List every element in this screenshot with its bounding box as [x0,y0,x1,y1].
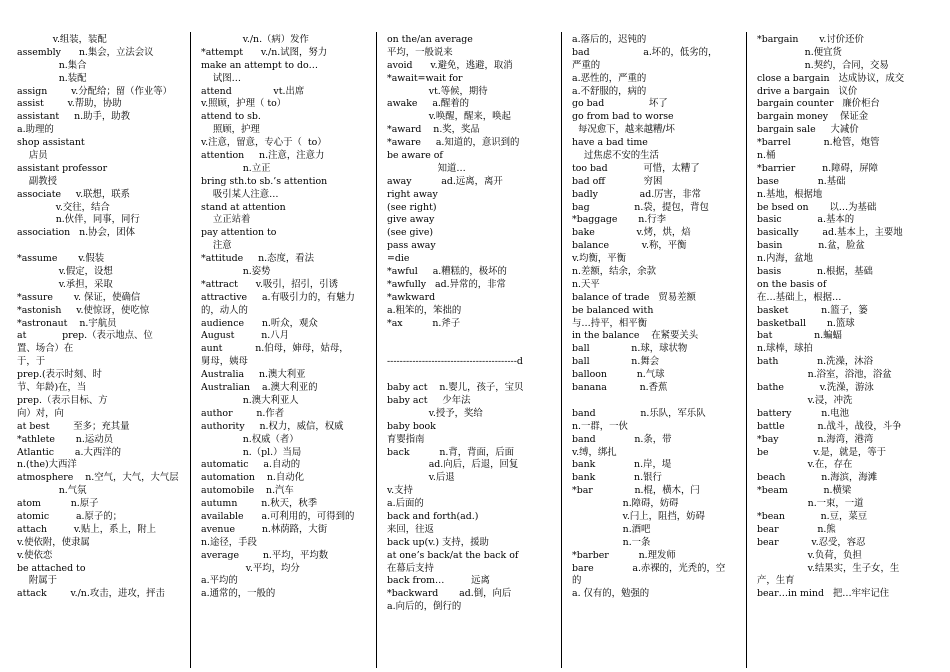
entry-line: 置、场合）在 [17,343,74,355]
entry-line: basketball n.篮球 [757,317,855,329]
entry-line: battle n.战斗，战役，斗争 [757,420,902,432]
entry-line: n.球棒，球拍 [757,343,813,355]
entry-line: n.一束，一道 [757,498,864,510]
entry-line: v.假定，设想 [17,266,113,278]
entry-line: bath n.洗澡，沐浴 [757,356,874,368]
entry-line: n.澳大利亚人 [201,394,299,406]
entry-line: *attempt v./n.试图，努力 [201,46,328,58]
entry-line: *bean n.豆，菜豆 [757,510,868,522]
entry-line: v./n.（病）发作 [201,34,309,45]
entry-line: n.权威（者） [201,433,299,445]
entry-line: 的 [572,575,582,587]
entry-line: *backward ad.倒，向后 [387,588,512,600]
entry-line: n.天平 [572,278,600,290]
entry-line: away ad.远离，离开 [387,175,503,187]
entry-line: n.便宜货 [757,46,842,58]
entry-line: 平均，一般说来 [387,46,453,58]
entry-line: a.不舒服的，病的 [572,85,647,97]
entry-line: battery n.电池 [757,407,850,419]
entry-line: bag n.袋，提包，背包 [572,201,709,213]
entry-line: atomic a.原子的； [17,510,123,522]
entry-line: v.闩上，阻挡，妨碍 [572,510,705,522]
entry-line: n.差额，结余，余款 [572,266,657,278]
entry-line: n.姿势 [201,266,271,278]
entry-line: too bad 可惜，太糟了 [572,162,700,174]
entry-line: back n.背，背面，后面 [387,446,514,458]
entry-line: 附属于 [17,575,58,587]
entry-line: assembly n.集会，立法会议 [17,46,154,58]
entry-line: right away [387,188,438,200]
entry-line: n.（pl.）当局 [201,446,302,458]
vocab-column-4 [572,34,749,664]
entry-line: 知道… [387,162,466,174]
entry-line: bear…in mind 把…牢牢记住 [757,588,890,600]
entry-line: n.基地，根据地 [757,188,823,200]
entry-line: 照顾，护理 [201,124,260,136]
entry-line: author n.作者 [201,407,285,419]
entry-line: v.授予，奖给 [387,407,483,419]
entry-line: -----------------------------------------d [387,356,523,368]
entry-line: a.向后的，倒行的 [387,601,462,613]
entry-line: *bar n.棍，横木，闩 [572,485,700,497]
entry-line: 副教授 [17,175,58,187]
entry-line: bargain sale 大减价 [757,124,859,136]
entry-line: on the/an average [387,34,473,45]
entry-line: be aware of [387,150,443,162]
entry-line: bear n.熊 [757,523,836,535]
entry-line: 注意 [201,240,232,252]
entry-line: *baggage n.行李 [572,214,667,226]
entry-line: automatic a.自动的 [201,459,301,471]
entry-line: back up(v.) 支持，援助 [387,536,489,548]
entry-line: at prep.（表示地点、位 [17,330,153,342]
entry-line: v.浸，冲洗 [757,394,853,406]
entry-line: *athlete n.运动员 [17,433,113,445]
entry-line: *astonish v.使惊讶，使吃惊 [17,304,150,316]
entry-line: association n.协会，团体 [17,227,135,239]
entry-line: a.通常的，一般的 [201,588,276,600]
entry-line: v.后退 [387,472,455,484]
entry-line: at one’s back/at the back of [387,549,519,561]
entry-line: =die [387,253,410,265]
entry-line: v.平均，均分 [201,562,300,574]
entry-line: *aware a.知道的，意识到的 [387,137,520,149]
entry-line: 试图… [201,72,242,84]
entry-line: avenue n.林荫路，大街 [201,523,328,535]
entry-line: *bargain v.讨价还价 [757,34,864,45]
entry-line: automobile n.汽车 [201,485,294,497]
entry-line: n.浴室，浴池，浴盆 [757,369,892,381]
entry-line: basis n.根据，基础 [757,266,873,278]
entry-line: a. 仅有的，勉强的 [572,588,650,600]
entry-line: Atlantic a.大西洋的 [17,446,121,458]
entry-line: bat n.蝙蝠 [757,330,842,342]
entry-line: audience n.听众，观众 [201,317,318,329]
entry-line: 于，于 [17,356,46,368]
entry-line: 在…基础上，根据… [757,291,842,303]
entry-line: 与…持平，相平衡 [572,317,648,329]
entry-line: 在幕后支持 [387,562,434,574]
entry-line: v.组装，装配 [17,34,107,45]
entry-line: ball n.舞会 [572,356,660,368]
entry-line: v.注意，留意，专心于（ to） [201,137,327,149]
entry-line: v.照顾，护理（ to） [201,98,287,110]
entry-line: v.结果实，生子女，生 [757,562,900,574]
entry-line: go from bad to worse [572,111,674,123]
entry-line: stand at attention [201,201,286,213]
entry-line: bargain counter 廉价柜台 [757,98,880,110]
entry-line: a.粗笨的，笨拙的 [387,304,462,316]
entry-line: n.酒吧 [572,523,651,535]
entry-line: 的，动人的 [201,304,248,316]
entry-line: n.桶 [757,150,776,162]
entry-line: bad off 穷困 [572,175,663,187]
entry-line [572,395,749,408]
entry-line: *beam n.横梁 [757,485,852,497]
entry-line: *assure v. 保证，使确信 [17,291,141,303]
entry-line: atmosphere n.空气，大气，大气层 [17,472,179,484]
entry-line: aunt n.伯母，婶母，姑母， [201,343,349,355]
entry-line: 立正站着 [201,214,251,226]
entry-line: n.内海，盆地 [757,253,813,265]
entry-line: banana n.香蕉 [572,382,668,394]
entry-line: August n.八月 [201,330,290,342]
entry-line: on the basis of [757,278,827,290]
entry-line: a.恶性的，严重的 [572,72,647,84]
entry-line: assistant professor [17,162,108,174]
entry-line: *barber n.理发师 [572,549,676,561]
entry-line: (see right) [387,201,437,213]
entry-line: basic a.基本的 [757,214,855,226]
entry-line: balance of trade 贸易差额 [572,291,696,303]
entry-line: n.途径，手段 [201,536,257,548]
vocab-column-1 [17,34,194,664]
entry-line: a.助理的 [17,124,54,136]
entry-line: Australian a.澳大利亚的 [201,382,318,394]
entry-line: n.装配 [17,72,87,84]
entry-line: back from… 远离 [387,575,490,587]
entry-line: assist v.帮助，协助 [17,98,122,110]
entry-line: bank n.银行 [572,472,662,484]
entry-line: attend to sb. [201,111,261,123]
entry-line: bear v.忍受，容忍 [757,536,866,548]
entry-line: associate v.联想，联系 [17,188,130,200]
entry-line: awake a.醒着的 [387,98,470,110]
entry-line: basically ad.基本上，主要地 [757,227,903,239]
entry-line: 向）对，向 [17,407,64,419]
entry-line: (see give) [387,227,434,239]
entry-line: *attract v.吸引，招引，引诱 [201,278,338,290]
entry-line: autumn n.秋天，秋季 [201,498,318,510]
entry-line: in the balance 在紧要关头 [572,330,699,342]
entry-line: *attitude n.态度，看法 [201,253,314,265]
entry-line: back and forth(ad.) [387,510,479,522]
entry-line: pass away [387,240,436,252]
entry-line: 节、年龄)在，当 [17,382,87,394]
entry-line: available a.可利用的，可得到的 [201,510,355,522]
entry-line [387,330,564,343]
entry-line: vt.等候，期待 [387,85,488,97]
entry-line: a.落后的，迟钝的 [572,34,647,45]
entry-line: badly ad.厉害，非常 [572,188,702,200]
entry-line: authority n.权力，威信，权威 [201,420,344,432]
entry-line: basket n.篮子，篓 [757,304,868,316]
entry-line: n.一条 [572,536,651,548]
entry-line: at best 至多；充其量 [17,420,130,432]
entry-line [387,369,564,382]
entry-line: avoid v.避免，逃避，取消 [387,59,513,71]
entry-line: give away [387,214,435,226]
entry-line: shop assistant [17,137,85,149]
entry-line: *ax n.斧子 [387,317,461,329]
entry-line: bring sth.to sb.’s attention [201,175,328,187]
entry-line: band n.乐队，军乐队 [572,407,706,419]
entry-line: beach n.海滨，海滩 [757,472,878,484]
entry-line: drive a bargain 议价 [757,85,858,97]
entry-line: v.均衡，平衡 [572,253,627,265]
entry-line: attack v./n.攻击，进攻，抨击 [17,588,165,600]
entry-line: 吸引某人注意… [201,188,279,200]
entry-line: band n.条，带 [572,433,672,445]
entry-line: base n.基础 [757,175,846,187]
entry-line: 严重的 [572,59,601,71]
entry-line: v.使依恋 [17,549,53,561]
entry-line: prep.（表示目标、方 [17,394,108,406]
entry-line: *award n.奖，奖品 [387,124,480,136]
entry-line: assistant n.助手，助教 [17,111,130,123]
entry-line: 舅母，姨母 [201,356,248,368]
entry-line: have a bad time [572,137,648,149]
entry-line: v.使依附，使隶属 [17,536,90,548]
entry-line: be bsed on 以…为基础 [757,201,877,213]
entry-line: bake v.烤，烘，焙 [572,227,691,239]
entry-line: *await=wait for [387,72,463,84]
entry-line: bargain money 保证金 [757,111,869,123]
entry-line: *astronaut n.宇航员 [17,317,117,329]
entry-line: a.后面的 [387,498,424,510]
entry-line: close a bargain 达成协议，成交 [757,72,905,84]
vocab-column-2 [201,34,378,664]
entry-line: bad a.坏的，低劣的， [572,46,718,58]
entry-line: attach v.贴上，系上，附上 [17,523,156,535]
entry-line: attractive a.有吸引力的，有魅力 [201,291,355,303]
entry-line: v.唤醒，醒来，唤起 [387,111,511,123]
entry-line: bank n.岸，堤 [572,459,672,471]
entry-line: be attached to [17,562,86,574]
entry-line: v.在，存在 [757,459,853,471]
entry-line: n.(the)大西洋 [17,459,77,471]
entry-line: bathe v.洗澡，游泳 [757,382,874,394]
entry-line: Australia n.澳大利亚 [201,369,306,381]
entry-line: 产，生育 [757,575,795,587]
entry-line: *barrel n.枪管，炮管 [757,137,880,149]
entry-line: n.立正 [201,162,271,174]
entry-line: average n.平均，平均数 [201,549,329,561]
entry-line: baby act 少年法 [387,394,471,406]
entry-line: *awfully ad.异常的，非常 [387,278,506,290]
entry-line: balance v.称，平衡 [572,240,687,252]
entry-line: v.交往，结合 [17,201,110,213]
entry-line: v.负荷，负担 [757,549,862,561]
entry-line: attention n.注意，注意力 [201,150,325,162]
entry-line: a.平均的 [201,575,238,587]
entry-line: be v.是，就是，等于 [757,446,887,458]
entry-line: assign v.分配给；留（作业等） [17,85,173,97]
entry-line: be balanced with [572,304,654,316]
entry-line: baby book [387,420,436,432]
entry-line: n.契约，合同，交易 [757,59,889,71]
entry-line: pay attention to [201,227,277,239]
entry-line: prep.(表示时刻、时 [17,369,102,381]
entry-line: balloon n.气球 [572,369,665,381]
vocab-column-5 [757,34,934,664]
entry-line: 育婴指南 [387,433,425,445]
entry-line: 来回，往返 [387,523,434,535]
entry-line: baby act n.婴儿，孩子，宝贝 [387,382,524,394]
entry-line: 每况愈下，越来越糟/坏 [572,124,675,136]
entry-line: n.伙伴，同事，同行 [17,214,140,226]
entry-line: n.障碍，妨碍 [572,498,679,510]
entry-line: n.集合 [17,59,87,71]
entry-line: n.气氛 [17,485,87,497]
entry-line: make an attempt to do… [201,59,319,71]
entry-line [387,343,564,356]
entry-line: *awful a.糟糕的，极坏的 [387,266,507,278]
entry-line: basin n.盆，脸盆 [757,240,865,252]
entry-line: n.一群，一伙 [572,420,628,432]
entry-line: *assume v.假装 [17,253,105,265]
vocab-column-3 [387,34,564,664]
entry-line: *awkward [387,291,436,303]
entry-line: ball n.球，球状物 [572,343,688,355]
entry-line: v.缚，绑扎 [572,446,617,458]
entry-line [17,240,194,253]
entry-line: 过焦虑不安的生活 [572,150,659,162]
entry-line: automation n.自动化 [201,472,305,484]
entry-line: *barrier n.障碍，屏障 [757,162,878,174]
entry-line: v.承担，采取 [17,278,113,290]
entry-line: go bad 坏了 [572,98,668,110]
entry-line: attend vt.出席 [201,85,305,97]
entry-line: bare a.赤裸的，光秃的，空 [572,562,726,574]
entry-line: atom n.原子 [17,498,99,510]
entry-line: ad.向后，后退，回复 [387,459,519,471]
entry-line: 店员 [17,150,48,162]
entry-line: *bay n.海湾，港湾 [757,433,874,445]
entry-line: v.支持 [387,485,413,497]
